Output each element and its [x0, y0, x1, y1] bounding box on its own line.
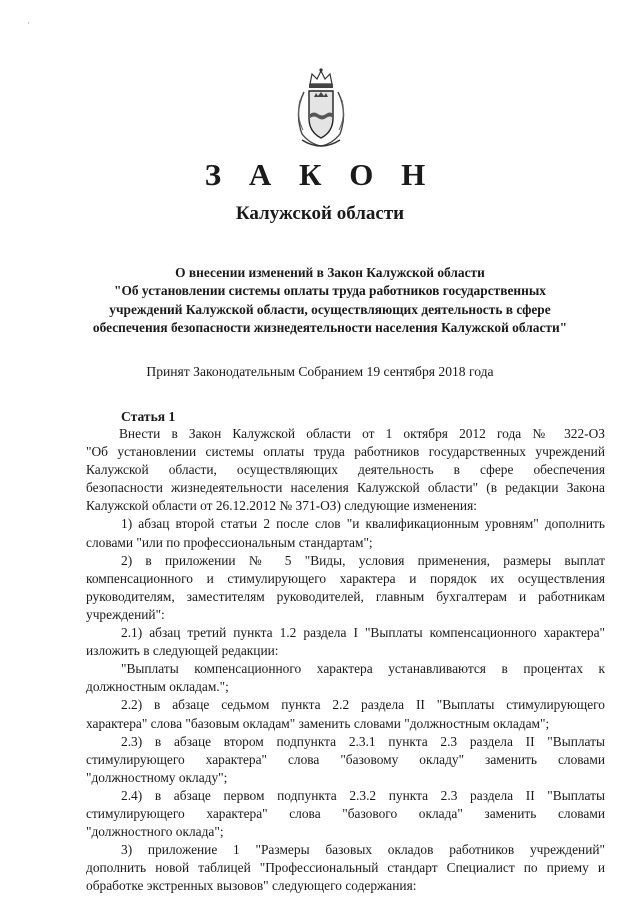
body-line: 2.2) в абзаце седьмом пункта 2.2 раздела II "Выплаты стимулирующего [121, 697, 605, 713]
body-line: характера" слова "базовым окладам" заменить словами "должностным окладам"; [86, 715, 550, 731]
law-heading-line: учреждений Калужской области, осуществляющих деятельность в сфере [109, 301, 551, 317]
body-line: "должностному окладу"; [86, 769, 228, 785]
law-heading-line: О внесении изменений в Закон Калужской области [175, 265, 485, 280]
page-mark: · [27, 18, 30, 28]
body-line: 2.4) в абзаце первом подпункта 2.3.2 пункта 2.3 раздела II "Выплаты [121, 787, 605, 803]
document-title: З А К О Н [204, 157, 436, 192]
body-line: руководителям, заместителям руководителей, главным бухгалтерам и работникам [86, 588, 605, 604]
body-line: 3) приложение 1 "Размеры базовых окладов работников учреждений" [121, 842, 605, 858]
body-line: 2.3) в абзаце втором подпункта 2.3.1 пункта 2.3 раздела II "Выплаты [121, 733, 605, 749]
body-line: Калужской области от 26.12.2012 № 371-ОЗ) следующие изменения: [86, 498, 477, 514]
law-heading-line: "Об установлении системы оплаты труда работников государственных [114, 283, 546, 299]
body-line: безопасности жизнедеятельности населения Калужской области" (в редакции Закона [86, 480, 605, 496]
body-line: Внести в Закон Калужской области от 1 октября 2012 года № 322-ОЗ [119, 426, 605, 441]
body-line: стимулирующего характера" слова "базового оклада" заменить словами [86, 805, 605, 821]
article-title: Статья 1 [121, 409, 176, 424]
body-line: должностным окладам."; [86, 679, 229, 695]
body-line: 2) в приложении № 5 "Виды, условия применения, размеры выплат [121, 552, 605, 568]
adoption-line: Принят Законодательным Собранием 19 сентября 2018 года [146, 364, 494, 379]
article-body [86, 425, 605, 895]
document-subtitle: Калужской области [235, 203, 405, 224]
body-line: учреждений": [86, 606, 165, 622]
body-line: 2.1) абзац третий пункта 1.2 раздела I "Выплаты компенсационного характера" [121, 625, 605, 641]
body-line: 1) абзац второй статьи 2 после слов "и квалификационным уровням" дополнить [121, 516, 605, 532]
body-line: компенсационного и стимулирующего характера и порядок их осуществления [86, 570, 605, 586]
body-line: изложить в следующей редакции: [86, 643, 279, 659]
law-heading-line: обеспечения безопасности жизнедеятельности населения Калужской области" [92, 320, 568, 336]
body-line: "Выплаты компенсационного характера устанавливаются в процентах к [121, 661, 605, 677]
body-line: дополнить новой таблицей "Профессиональный стандарт Специалист по приему и [86, 860, 605, 876]
law-heading [80, 264, 580, 338]
body-line: обработке экстренных вызовов" следующего содержания: [86, 878, 417, 894]
body-line: словами "или по профессиональным стандартам"; [86, 534, 373, 550]
body-line: "должностного оклада"; [86, 824, 224, 840]
kaluga-coat-of-arms-icon [290, 66, 352, 150]
body-line: стимулирующего характера" слова "базовому окладу" заменить словами [86, 751, 605, 767]
body-line: "Об установлении системы оплаты труда работников государственных учреждений [86, 444, 605, 460]
body-line: Калужской области, осуществляющих деятельность в сфере обеспечения [86, 462, 605, 478]
